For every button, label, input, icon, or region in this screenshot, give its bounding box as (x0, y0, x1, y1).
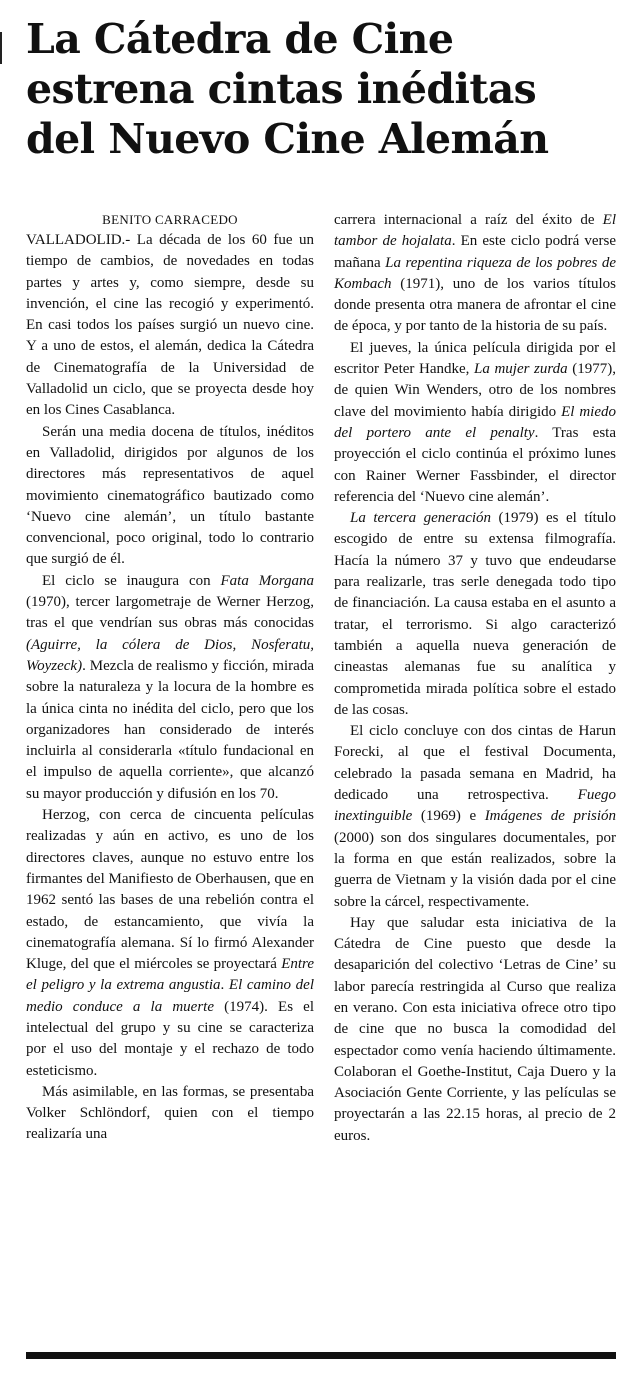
paragraph-8-text: (1979) es el título escogido de entre su extensa filmografía. Hacía la número 37 y tuvo que endeudarse para realizarle, tras serle denegada todo tipo de financiación. La causa estaba en el asunto a tratar, el terrorismo. Si algo caracterizó también a aquella nueva generación de cineastas alemanas fue su analítica y comprometida mirada política sobre el estado de las cosas. (334, 510, 616, 718)
film-title: La tercera generación (350, 510, 492, 527)
paragraph-7 (334, 338, 616, 508)
paragraph-6-text-a: carrera internacional a raíz del éxito de (334, 212, 603, 228)
column-right (334, 210, 616, 1147)
paragraph-7-text-b: (1977), de quien Win Wenders, otro de los nombres clave del movimiento había dirigido (334, 361, 616, 420)
paragraph-10: Hay que saludar esta iniciativa de la Cátedra de Cine puesto que desde la desaparición del colectivo ‘Letras de Cine’ su labor parecía restringida al Curso que realiza en verano. Con esta iniciativa ofrece otro tipo de cine que no busca la comodidad del espectador como venía haciendo últimamente. Colaboran el Goethe-Institut, Caja Duero y la Asociación Gente Corriente, y las películas se proyectarán a las 22.15 horas, al precio de 2 euros. (334, 914, 616, 1144)
film-title: Entre el peligro y la extrema angustia (26, 956, 314, 994)
paragraph-4-text-b: . (220, 977, 229, 994)
paragraph-2: Serán una media docena de títulos, inéditos en Valladolid, dirigidos por algunos de los directores más representativos de aquel movimiento cinematográfico bautizado como ‘Nuevo cine alemán’, un título bastante convencional, poco original, todo lo contrario que surgió de él. (26, 423, 314, 568)
film-title: El miedo del portero ante el penalty (334, 403, 616, 441)
paragraph-9-text-b: (1969) e (412, 808, 485, 825)
paragraph-6-text-c: (1971), uno de los varios títulos donde presenta otra manera de afrontar el cine de época, y por tanto de la historia de su país. (334, 275, 616, 335)
dateline: VALLADOLID.- (26, 232, 131, 248)
paragraph-3-text-a: El ciclo se inaugura con (42, 572, 221, 589)
paragraph-9-text-c: (2000) son dos singulares documentales, por la forma en que están realizados, sobre la guerra de Vietnam y la visión dada por el cine sobre la cárcel, respectivamente. (334, 829, 616, 910)
film-title: Fuego inextinguible (334, 787, 616, 825)
paragraph-4-text-c: (1974). Es el intelectual del grupo y su cine se caracteriza por el uso del montaje y el rechazo de todo esteticismo. (26, 998, 314, 1079)
film-titles: (Aguirre, la cólera de Dios, Nosferatu, Woyzeck) (26, 636, 314, 674)
paragraph-6-text-b: . En este ciclo podrá verse mañana (334, 233, 616, 271)
paragraph-8 (334, 508, 616, 721)
film-title: El tambor de hojalata (334, 212, 616, 250)
film-title: Imágenes de prisión (484, 808, 616, 825)
paragraph-6 (334, 210, 616, 338)
paragraph-3-text-b: (1970), tercer largometraje de Werner Herzog, tras el que vendrían sus obras más conocidas (26, 594, 314, 632)
headline-line-1: La Cátedra de Cine (26, 15, 454, 63)
headline-line-3: del Nuevo Cine Alemán (26, 115, 549, 163)
paragraph-4-text-a: Herzog, con cerca de cincuenta películas realizadas y aún en activo, es uno de los directores claves, aunque no estuvo entre los firmantes del Manifiesto de Oberhausen, que en 1962 sentó las bases de una rebelión contra el estado, de estancamiento, que vivía la cinematografía alemana. Sí lo firmó Alexander Kluge, del que el miércoles se proyectará (26, 807, 314, 973)
paragraph-5: Más asimilable, en las formas, se presentaba Volker Schlöndorf, quien con el tiempo realizaría una (26, 1083, 314, 1143)
paragraph-7-text-a: El jueves, la única película dirigida por el escritor Peter Handke, (334, 339, 616, 378)
paragraph-3-text-c: . Mezcla de realismo y ficción, mirada sobre la naturaleza y la locura de la hombre es la única cinta no inédita del ciclo, pero que los organizadores han considerado de interés incluirla al considerarla «título fundacional en el impulso de aquella corriente», que alcanzó su mayor producción y difusión en los 70. (26, 657, 314, 802)
paragraph-9-text-a: El ciclo concluye con dos cintas de Harun Forecki, al que el festival Documenta, celebrado la pasada semana en Madrid, ha dedicado una retrospectiva. (334, 723, 616, 804)
headline-line-2: estrena cintas inéditas (26, 65, 537, 113)
bottom-rule (26, 1352, 616, 1359)
paragraph-1-text: La década de los 60 fue un tiempo de cambios, de novedades en todas partes y artes y, como siempre, desde su invención, el cine las recogió y experimentó. En casi todos los países surgió un nuevo cine. Y a uno de estos, el alemán, dedica la Cátedra de Cinematografía de la Universidad de Valladolid un ciclo, que se proyecta desde hoy en los Cines Casablanca. (26, 232, 314, 419)
film-title: La repentina riqueza de los pobres de Kombach (334, 254, 616, 292)
paragraph-9 (334, 721, 616, 913)
paragraph-1 (26, 230, 314, 422)
film-title: El camino del medio conduce a la muerte (26, 977, 314, 1015)
column-left (26, 210, 314, 1146)
margin-rule (0, 32, 2, 64)
film-title: La mujer zurda (474, 361, 568, 378)
paragraph-7-text-c: . Tras esta proyección el ciclo continúa el próximo lunes con Rainer Werner Fassbinder, el director referencia del ‘Nuevo cine alemán’. (334, 424, 616, 505)
film-title: Fata Morgana (220, 572, 314, 589)
headline (26, 14, 616, 164)
paragraph-3 (26, 571, 314, 805)
paragraph-4 (26, 805, 314, 1082)
byline: BENITO CARRACEDO (102, 212, 238, 227)
